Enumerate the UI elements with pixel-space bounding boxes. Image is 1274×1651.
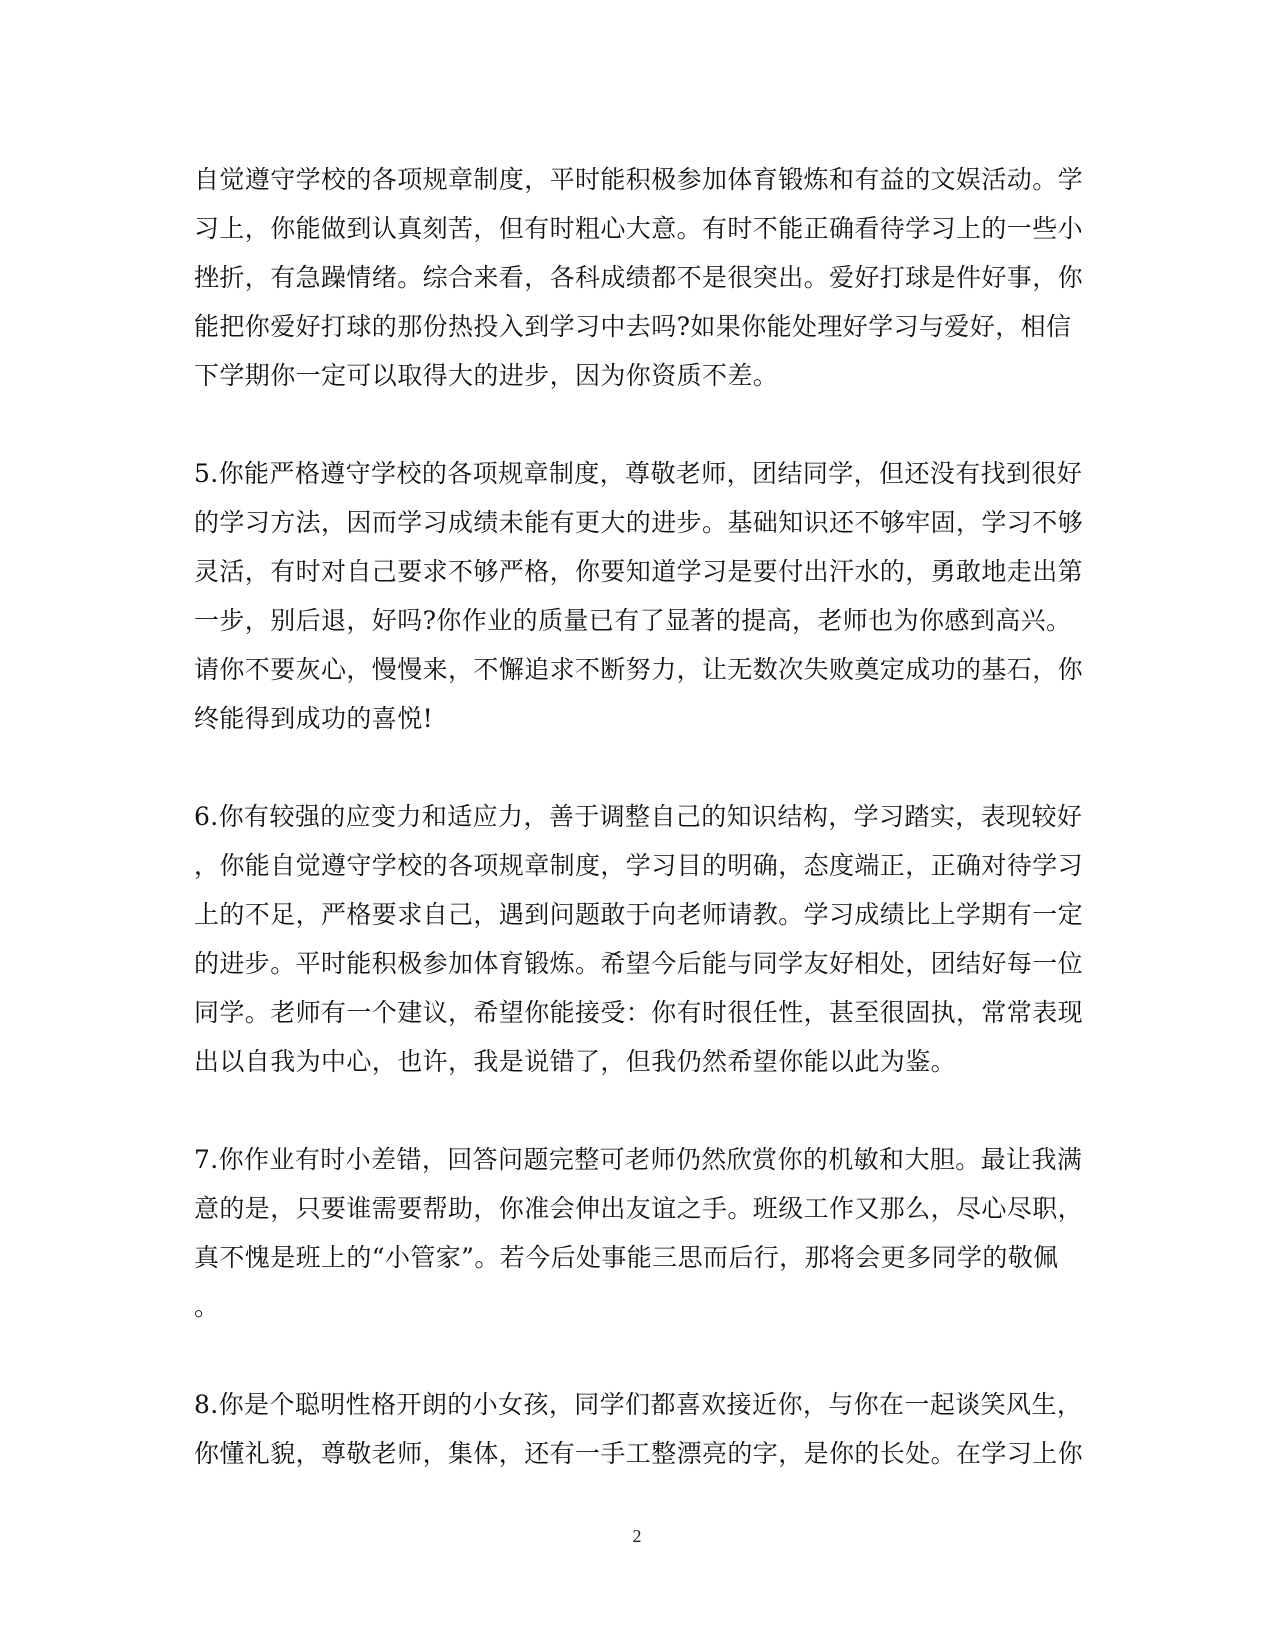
text-line: 。 <box>194 1292 220 1321</box>
text-line: 自觉遵守学校的各项规章制度，平时能积极参加体育锻炼和有益的文娱活动。学 <box>194 165 1084 194</box>
text-line: 你懂礼貌，尊敬老师，集体，还有一手工整漂亮的字，是你的长处。在学习上你 <box>194 1439 1084 1468</box>
document-body <box>194 155 1084 1478</box>
text-line: 同学。老师有一个建议，希望你能接受：你有时很任性，甚至很固执，常常表现 <box>194 998 1084 1027</box>
text-line: 意的是，只要谁需要帮助，你准会伸出友谊之手。班级工作又那么，尽心尽职， <box>194 1194 1084 1223</box>
text-line: 一步，别后退，好吗?你作业的质量已有了显著的提高，老师也为你感到高兴。 <box>194 606 1072 635</box>
text-line: 的学习方法，因而学习成绩未能有更大的进步。基础知识还不够牢固，学习不够 <box>194 508 1084 537</box>
text-line: 真不愧是班上的“小管家”。若今后处事能三思而后行，那将会更多同学的敬佩 <box>194 1243 1059 1272</box>
paragraph-item-5 <box>194 449 1084 743</box>
paragraph-gap <box>194 743 1074 792</box>
paragraph-gap <box>194 1086 1074 1135</box>
paragraph-gap <box>194 400 1074 449</box>
paragraph-continuation <box>194 155 1084 400</box>
paragraph-item-7 <box>194 1135 1084 1331</box>
paragraph-gap <box>194 1331 1074 1380</box>
text-line: 出以自我为中心，也许，我是说错了，但我仍然希望你能以此为鉴。 <box>194 1047 957 1076</box>
text-line: 灵活，有时对自己要求不够严格，你要知道学习是要付出汗水的，勇敢地走出第 <box>194 557 1084 586</box>
text-line: 5.你能严格遵守学校的各项规章制度，尊敬老师，团结同学，但还没有找到很好 <box>194 459 1083 488</box>
text-line: 7.你作业有时小差错，回答问题完整可老师仍然欣赏你的机敏和大胆。最让我满 <box>194 1145 1083 1174</box>
text-line: ，你能自觉遵守学校的各项规章制度，学习目的明确，态度端正，正确对待学习 <box>194 851 1084 880</box>
text-line: 6.你有较强的应变力和适应力，善于调整自己的知识结构，学习踏实，表现较好 <box>194 802 1083 831</box>
paragraph-item-6 <box>194 792 1084 1086</box>
text-line: 能把你爱好打球的那份热投入到学习中去吗?如果你能处理好学习与爱好，相信 <box>194 312 1072 341</box>
text-line: 终能得到成功的喜悦! <box>194 704 434 733</box>
text-line: 习上，你能做到认真刻苦，但有时粗心大意。有时不能正确看待学习上的一些小 <box>194 214 1084 243</box>
text-line: 8.你是个聪明性格开朗的小女孩，同学们都喜欢接近你，与你在一起谈笑风生， <box>194 1390 1083 1419</box>
text-line: 的进步。平时能积极参加体育锻炼。希望今后能与同学友好相处，团结好每一位 <box>194 949 1084 978</box>
text-line: 上的不足，严格要求自己，遇到问题敢于向老师请教。学习成绩比上学期有一定 <box>194 900 1084 929</box>
paragraph-item-8 <box>194 1380 1084 1478</box>
text-line: 挫折，有急躁情绪。综合来看，各科成绩都不是很突出。爱好打球是件好事，你 <box>194 263 1084 292</box>
text-line: 请你不要灰心，慢慢来，不懈追求不断努力，让无数次失败奠定成功的基石，你 <box>194 655 1084 684</box>
text-line: 下学期你一定可以取得大的进步，因为你资质不差。 <box>194 361 779 390</box>
page-number: 2 <box>632 1526 642 1546</box>
